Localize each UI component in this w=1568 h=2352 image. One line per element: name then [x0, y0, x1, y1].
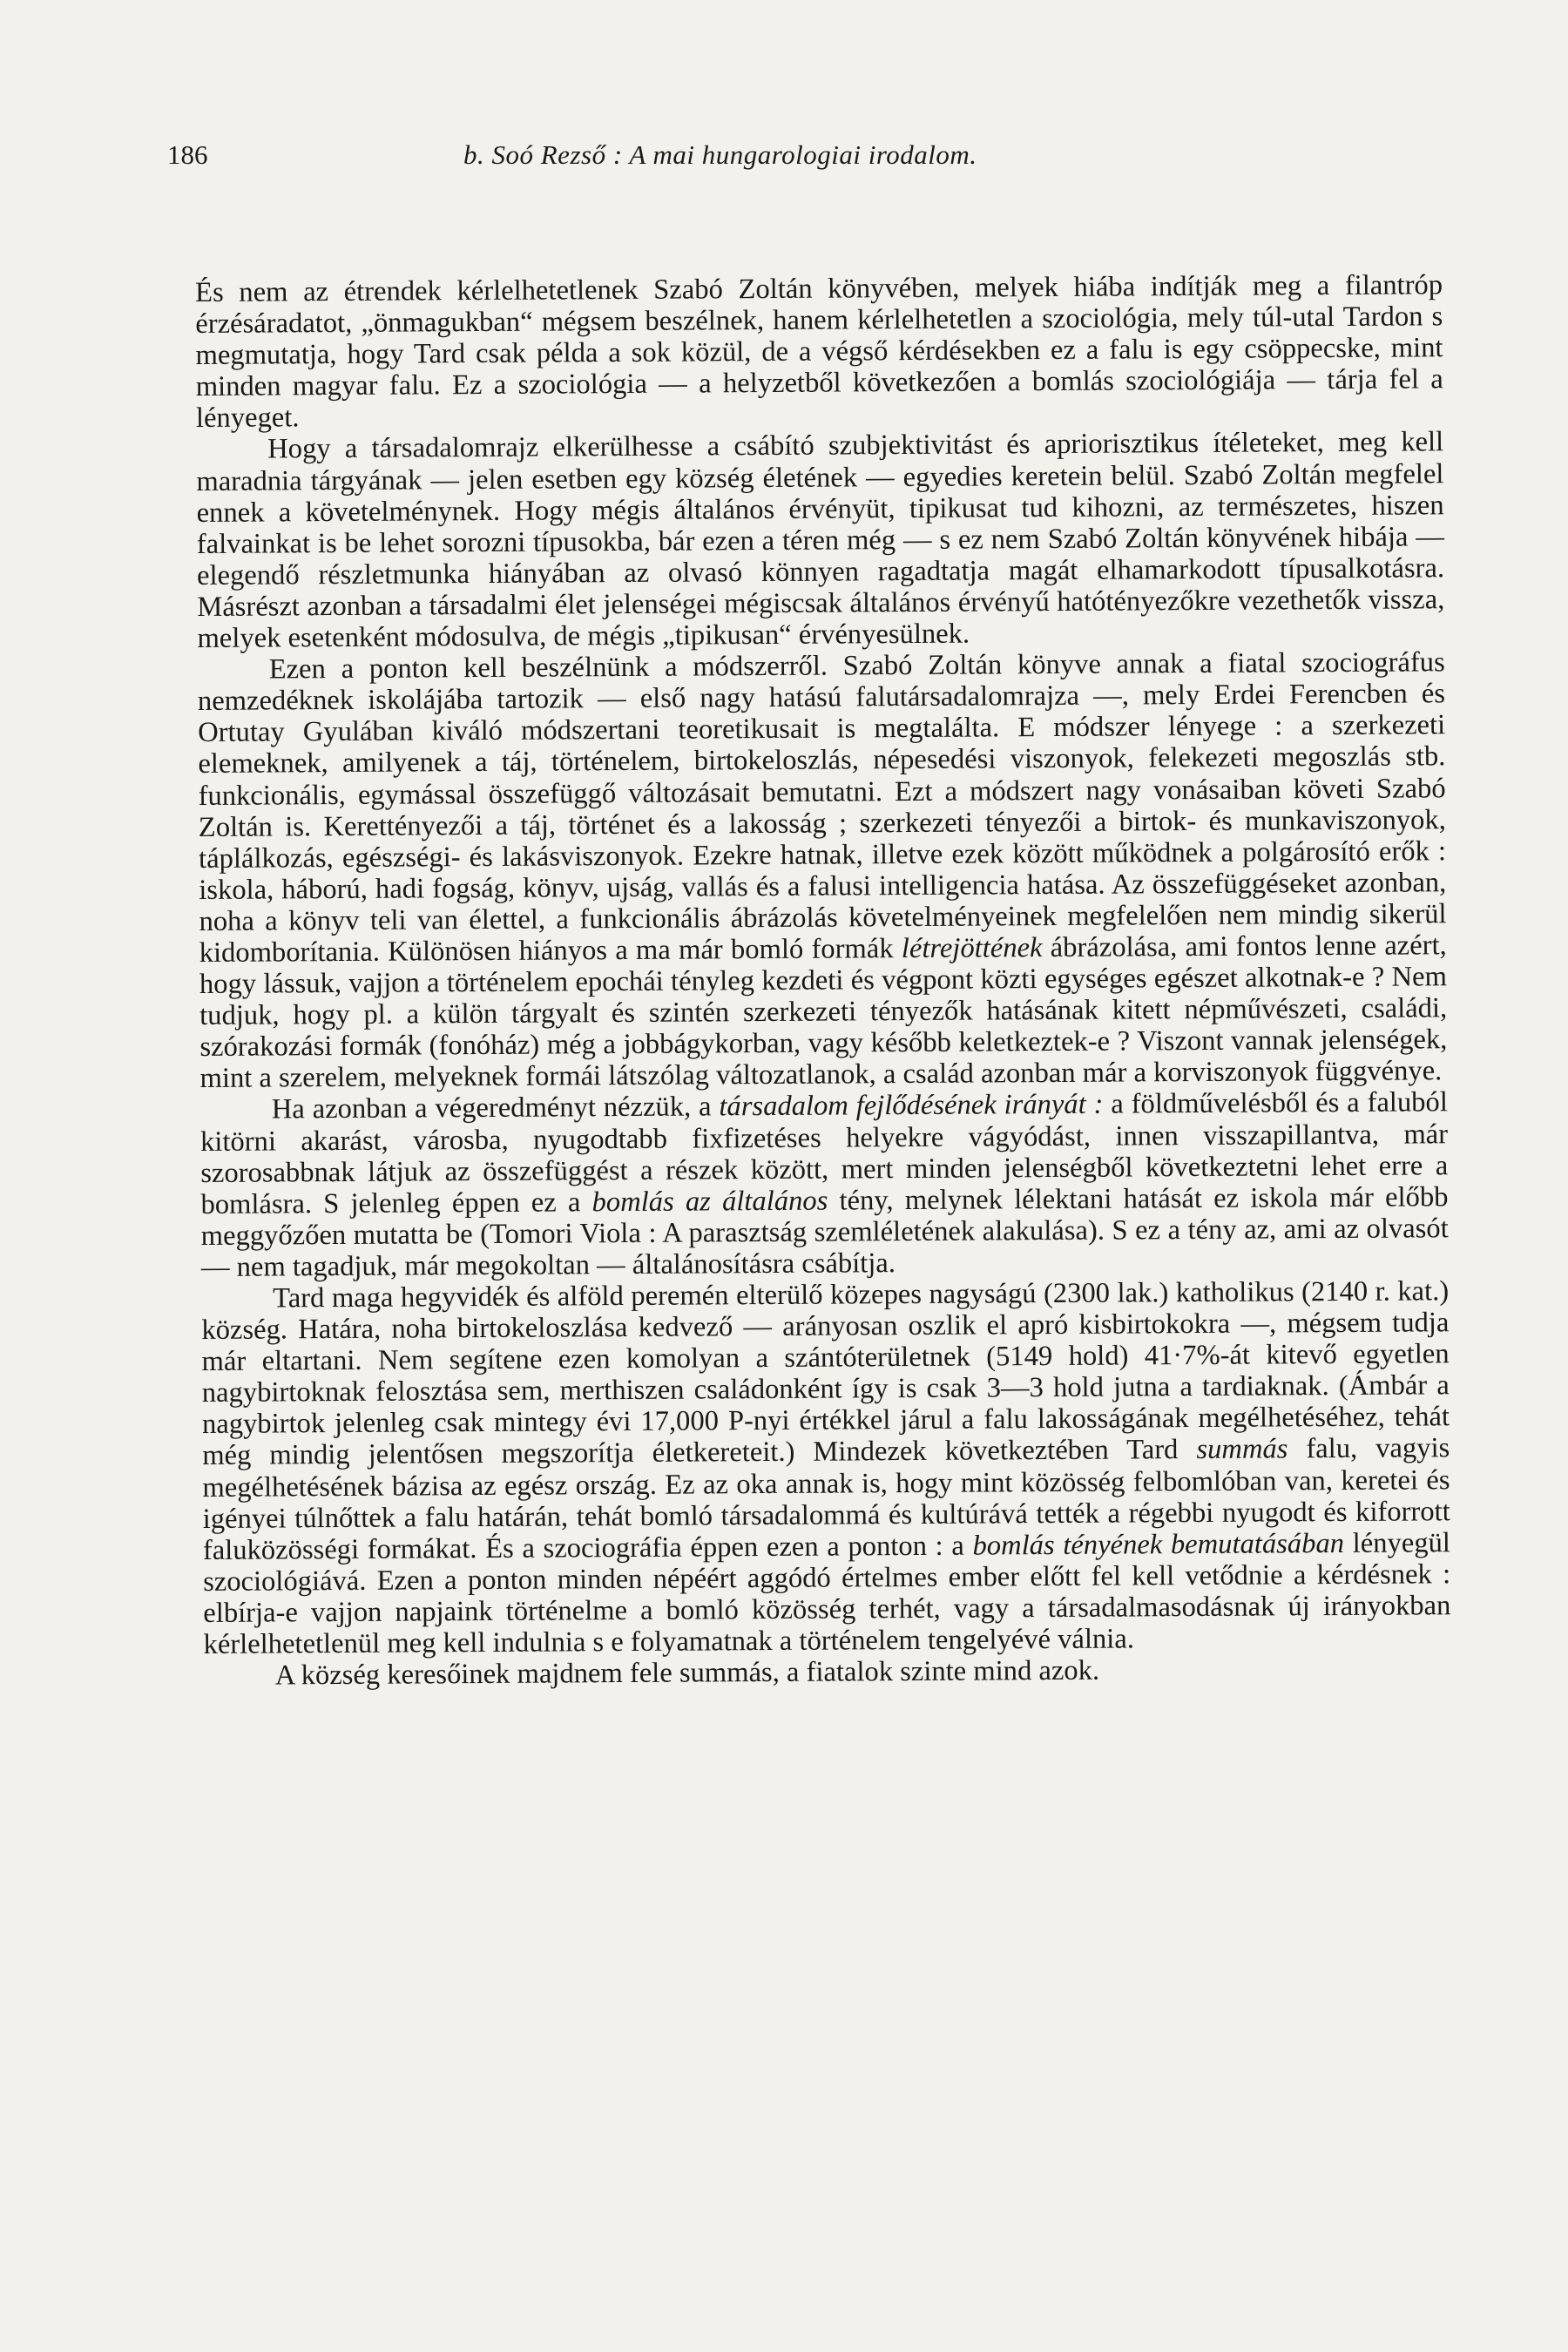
paragraph-4 [200, 1087, 1449, 1283]
paragraph-3 [198, 646, 1448, 1094]
text-segment: Ezen a ponton kell beszélnünk a módszerről. Szabó Zoltán könyve annak a fiatal szociográfus nemzedéknek iskolájába tartozik — első nagy hatású falutársadalomrajza —, mely Erdei Ferencben és Ortutay Gyulában kiváló módszertani teoretikusait is megtalálta. E módszer lényege : a szerkezeti elemeknek, amilyenek a táj, történelem, birtokeloszlás, népesedési viszonyok, felekezeti megoszlás stb. funkcionális, egymással összefüggő változásait bemutatni. Ezt a módszert nagy vonásaiban követi Szabó Zoltán is. Kerettényezői a táj, történet és a lakosság ; szerkezeti tényezői a birtok- és munkaviszonyok, táplálkozás, egészségi- és lakásviszonyok. Ezekre hatnak, illetve ezek között működnek a polgárosító erők : iskola, háború, hadi fogság, könyv, ujság, vallás és a falusi intelligencia hatása. Az összefüggéseket azonban, noha a könyv teli van élettel, a funkcionális ábrázolás követelményeinek megfelelően nem mindig sikerül kidomborítania. Különösen hiányos a ma már bomló formák [197, 646, 1447, 969]
running-title: b. Soó Rezső : A mai hungarologiai irodalom. [463, 139, 977, 170]
text-segment: a földművelésből és a faluból kitörni akarást, városba, nyugodtabb fixfizetéses helyekre vágyódást, innen visszapillantva, már szorosabbnak látjuk az összefüggést a részek között, mert minden jelenségből következtetni lehet erre a bomlásra. S jelenleg éppen ez a [199, 1086, 1449, 1220]
text-segment: lényegül szociológiává. Ezen a ponton minden népéért aggódó értelmes ember előtt fel kell vetődnie a kérdésnek : elbírja-e vajjon napjaink történelme a bomló közösség terhét, vagy a társadalmasodásnak új irányokban kérlelhetetlenül meg kell indulnia s e folyamatnak a történelem tengelyévé válnia. [203, 1526, 1451, 1661]
text-segment: Ha azonban a végeredményt nézzük, a [271, 1091, 720, 1125]
text-segment: Hogy a társadalomrajz elkerülhesse a csábító szubjektivitást és apriorisztikus ítéleteket, meg kell maradnia tárgyának — jelen esetben egy község életének — egyedies keretein belül. Szabó Zoltán megfelel ennek a követelménynek. Hogy mégis általános érvényüt, tipikusat tud kihozni, az természetes, hiszen falvainkat is be lehet sorozni típusokba, bár ezen a téren még — s ez nem Szabó Zoltán könyvének hibája — elegendő részletmunka hiányában az olvasó könnyen ragadtatja magát elhamarkodott típusalkotásra. Másrészt azonban a társadalmi élet jelenségei mégiscsak általános érvényű hatótényezőkre vezethetők vissza, melyek esetenként módosulva, de mégis „tipikusan“ érvényesülnek. [196, 426, 1445, 655]
body-text [195, 269, 1451, 1692]
paragraph-2 [196, 427, 1445, 654]
italic-segment: bomlás tényének bemutatásában [972, 1527, 1345, 1562]
paragraph-1 [195, 269, 1443, 434]
paragraph-6 [204, 1652, 1451, 1692]
italic-segment: summás [1196, 1433, 1288, 1466]
page-number: 186 [167, 139, 208, 170]
italic-segment: létrejöttének [901, 932, 1043, 965]
text-segment: falu, vagyis megélhetésének bázisa az egész ország. Ez az oka annak is, hogy mint közösség felbomlóban van, keretei és igényei túlnőttek a falu határán, tehát bomló társadalommá és kultúrává tették a régebbi nyugodt és kiforrott faluközösségi formákat. És a szociográfia éppen ezen a ponton : a [202, 1432, 1450, 1566]
italic-segment: bomlás az általános [591, 1185, 828, 1218]
text-segment: A község keresőinek majdnem fele summás, a fiatalok szinte mind azok. [274, 1654, 1100, 1692]
text-segment: Tard maga hegyvidék és alföld peremén elterülő közepes nagyságú (2300 lak.) katholikus (2140 r. kat.) község. Határa, noha birtokeloszlása kedvező — arányosan oszlik el apró kisbirtokokra —, mégsem tudja már eltartani. Nem segítene ezen komolyan a szántóterületnek (5149 hold) 41·7%-át kitevő egyetlen nagybirtoknak felosztása sem, merthiszen családonként így is csak 3—3 hold jutna a tardiaknak. (Ámbár a nagybirtok jelenleg csak mintegy évi 17,000 P-nyi értékkel járul a falu lakosságának megélhetéséhez, tehát még mindig jelentősen megszorítja életkereteit.) Mindezek következtében Tard [201, 1275, 1450, 1472]
running-head [167, 139, 1439, 181]
text-segment: ábrázolása, ami fontos lenne azért, hogy lássuk, vajjon a történelem epochái tényleg kezdeti és végpont közti egységes egészet alkotnak-e ? Nem tudjuk, hogy pl. a külön tárgyalt és szintén szerkezeti tényezők hatásának kitett népművészeti, családi, szórakozási formák (fonóház) még a jobbágykorban, vagy később keletkeztek-e ? Viszont vannak jelenségek, mint a szerelem, melyeknek formái látszólag változatlanok, a család azonban már a korviszonyok függvénye. [199, 929, 1448, 1095]
italic-segment: társadalom fejlődésének irányát : [719, 1089, 1104, 1123]
paragraph-5 [201, 1275, 1451, 1660]
text-segment: És nem az étrendek kérlelhetetlenek Szabó Zoltán könyvében, melyek hiába indítják meg a filantróp érzésáradatot, „önmagukban“ mégsem beszélnek, hanem kérlelhetetlen a szociológia, mely túl-utal Tardon s megmutatja, hogy Tard csak példa a sok közül, de a végső kérdésekben ez a falu is egy csöppecske, mint minden magyar falu. Ez a szociológia — a helyzetből következően a bomlás szociológiája — tárja fel a lényeget. [195, 269, 1443, 435]
text-segment: tény, melynek lélektani hatását ez iskola már előbb meggyőzően mutatta be (Tomori Viola : A parasztság szemléletének alakulása). S ez a tény az, ami az olvasót — nem tagadjuk, már megokoltan — általánosításra csábítja. [200, 1180, 1449, 1283]
